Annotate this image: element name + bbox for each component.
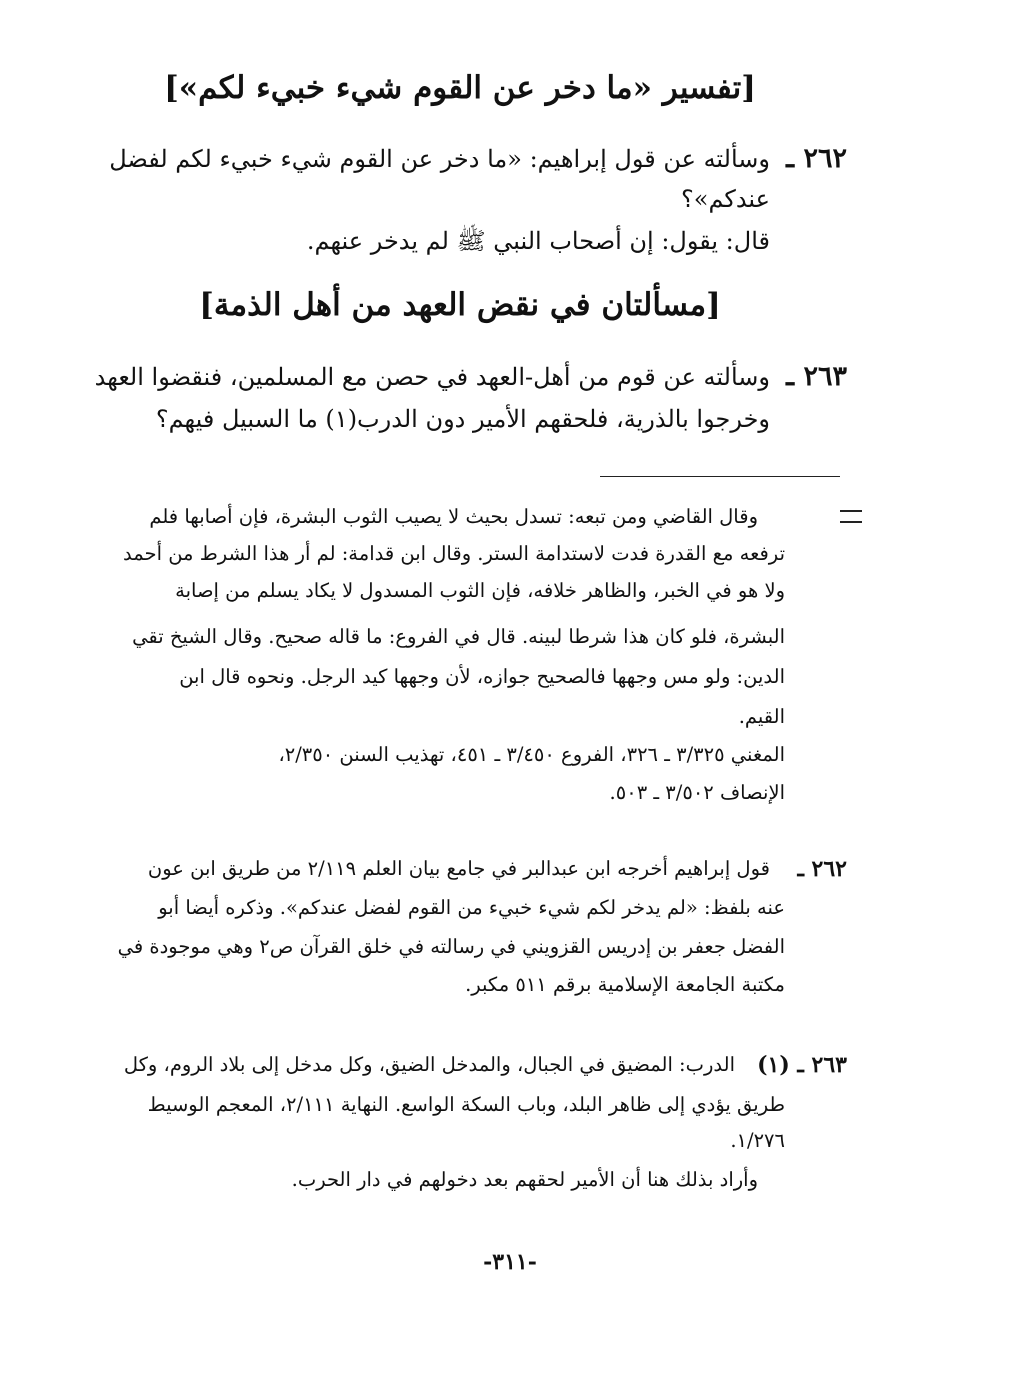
footnote-263-line-2: طريق يؤدي إلى ظاهر البلد، وباب السكة الواسع. النهاية ٢/١١١، المعجم الوسيط <box>147 1093 785 1116</box>
footnote-cont-line-3: ولا هو في الخبر، والظاهر خلافه، فإن الثوب المسدول لا يكاد يسلم من إصابة <box>175 579 785 602</box>
footnote-cont-line-1: وقال القاضي ومن تبعه: تسدل بحيث لا يصيب الثوب البشرة، فإن أصابها فلم <box>149 505 758 528</box>
section-heading-dhimma: [مسألتان في نقض العهد من أهل الذمة] <box>199 287 721 323</box>
footnote-number-262: ٢٦٢ ـ <box>797 856 847 882</box>
question-263-line-1: وسألته عن قوم من أهل-العهد في حصن مع المسلمين، فنقضوا العهد <box>94 363 770 391</box>
footnote-262-line-3: الفضل جعفر بن إدريس القزويني في رسالته في خلق القرآن ص٢ وهي موجودة في <box>117 935 785 958</box>
footnote-separator <box>600 476 840 477</box>
question-number-262: ٢٦٢ ـ <box>786 143 847 174</box>
footnote-cont-ref-2: الإنصاف ٣/٥٠٢ ـ ٥٠٣. <box>609 781 785 804</box>
continuation-marker <box>840 510 862 523</box>
footnote-262-line-4: مكتبة الجامعة الإسلامية برقم ٥١١ مكبر. <box>465 973 785 996</box>
footnote-cont-line-6: القيم. <box>738 705 785 728</box>
footnote-cont-line-5: الدين: ولو مس وجهها فالصحيح جوازه، لأن وجهها كيد الرجل. ونحوه قال ابن <box>179 665 785 688</box>
question-262-answer: قال: يقول: إن أصحاب النبي ﷺ لم يدخر عنهم. <box>306 227 770 255</box>
question-263-line-2: وخرجوا بالذرية، فلحقهم الأمير دون الدرب(١) ما السبيل فيهم؟ <box>155 405 770 433</box>
footnote-263-line-1: الدرب: المضيق في الجبال، والمدخل الضيق، وكل مدخل إلى بلاد الروم، وكل <box>123 1053 735 1076</box>
footnote-cont-line-2: ترفعه مع القدرة فدت لاستدامة الستر. وقال ابن قدامة: لم أر هذا الشرط من أحمد <box>123 542 785 565</box>
footnote-263-line-4: وأراد بذلك هنا أن الأمير لحقهم بعد دخولهم في دار الحرب. <box>291 1168 758 1191</box>
question-number-263: ٢٦٣ ـ <box>786 361 847 392</box>
question-262-line-1: وسألته عن قول إبراهيم: «ما دخر عن القوم شيء خبيء لكم لفضل <box>109 145 770 173</box>
footnote-262-line-2: عنه بلفظ: «لم يدخر لكم شيء خبيء من القوم لفضل عندكم». وذكره أيضا أبو <box>158 896 785 919</box>
footnote-262-line-1: قول إبراهيم أخرجه ابن عبدالبر في جامع بيان العلم ٢/١١٩ من طريق ابن عون <box>147 857 770 880</box>
section-heading-tafsir: [تفسير «ما دخر عن القوم شيء خبيء لكم»] <box>164 70 756 106</box>
footnote-263-line-3: ١/٢٧٦. <box>730 1129 785 1152</box>
footnote-cont-line-4: البشرة، فلو كان هذا شرطا لبينه. قال في الفروع: ما قاله صحيح. وقال الشيخ تقي <box>132 625 785 648</box>
footnote-number-263: ٢٦٣ ـ (١) <box>757 1052 847 1078</box>
footnote-cont-ref-1: المغني ٣/٣٢٥ ـ ٣٢٦، الفروع ٣/٤٥٠ ـ ٤٥١، تهذيب السنن ٢/٣٥٠، <box>278 743 785 766</box>
page-number: -٣١١- <box>483 1249 537 1275</box>
question-262-line-2: عندكم»؟ <box>681 185 770 213</box>
